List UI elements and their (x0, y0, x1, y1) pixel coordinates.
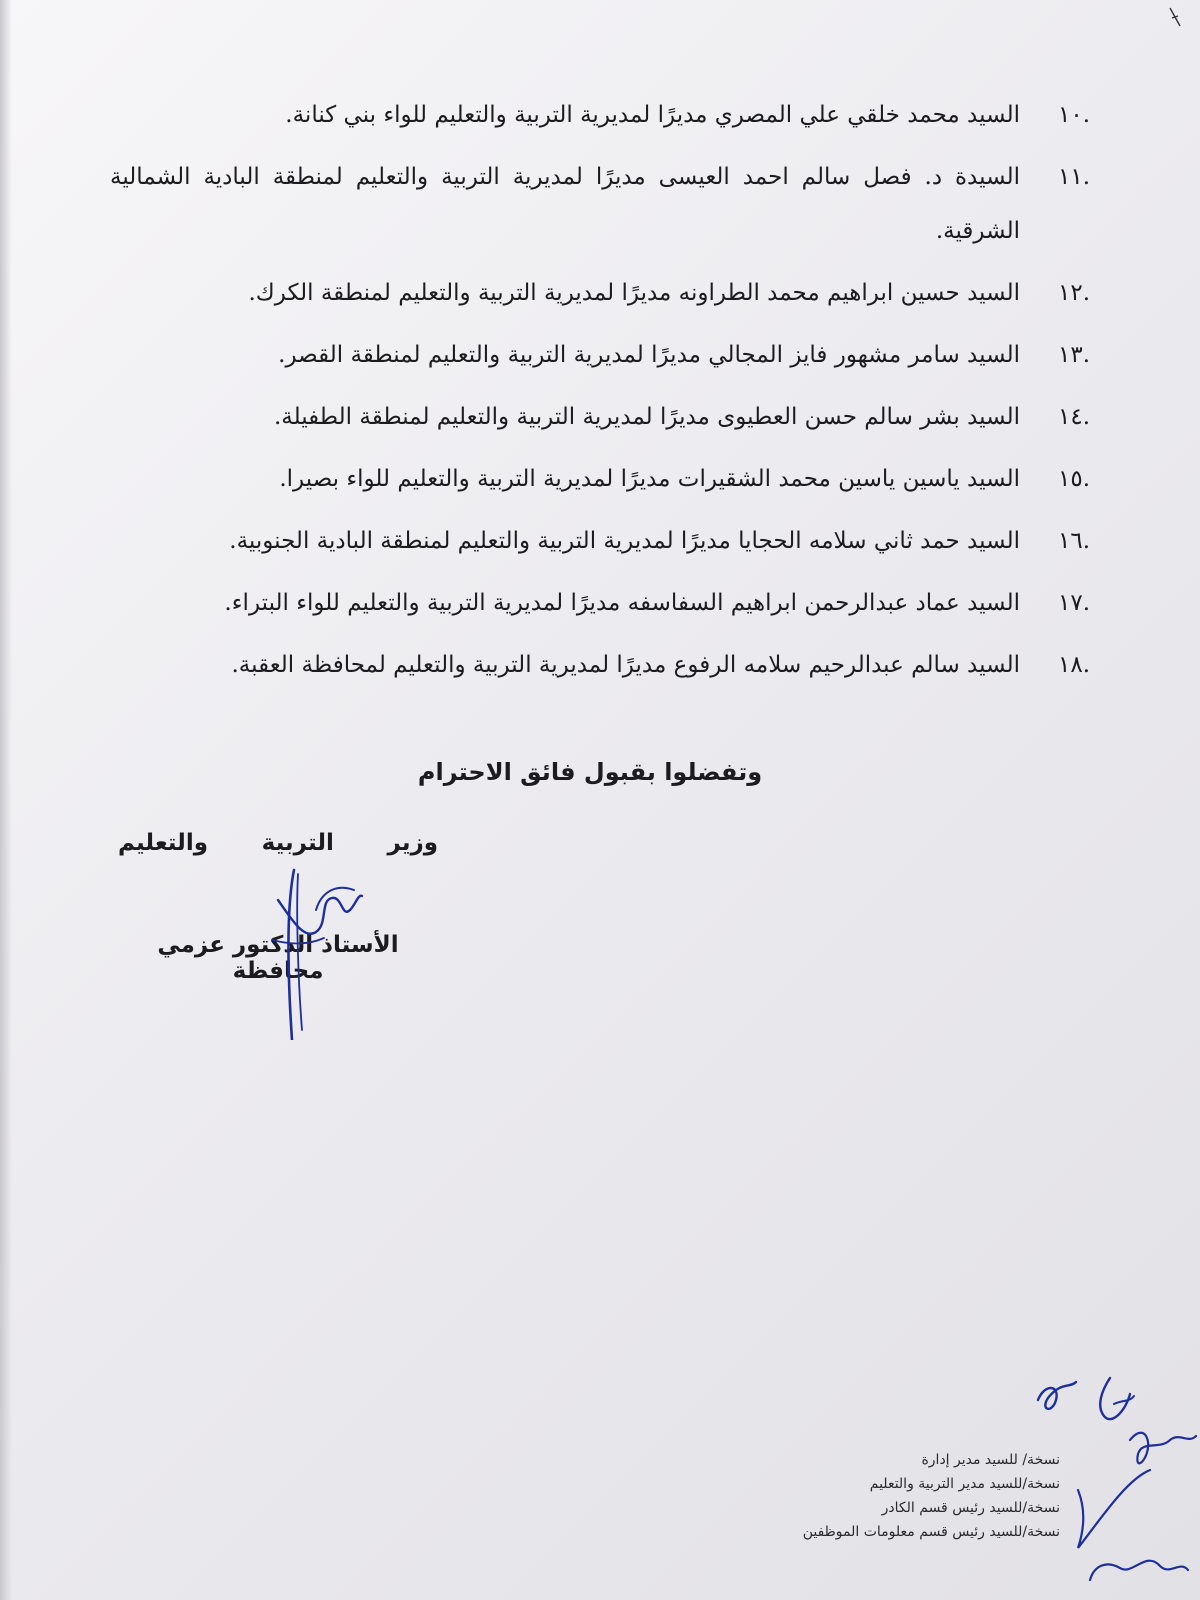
cc-line: نسخة/للسيد رئيس قسم معلومات الموظفين (802, 1524, 1060, 1540)
cc-line: نسخة/للسيد مدير التربية والتعليم (869, 1476, 1060, 1492)
copies-list (803, 1448, 1060, 1544)
list-item (110, 452, 1090, 506)
corner-mark-icon (1168, 6, 1182, 28)
signature-block (118, 820, 448, 1040)
cc-line: نسخة/ للسيد مدير إدارة (921, 1452, 1060, 1468)
item-text: السيد سامر مشهور فايز المجالي مديرًا لمديرية التربية والتعليم لمنطقة القصر. (278, 342, 1020, 368)
item-text: السيد بشر سالم حسن العطيوى مديرًا لمديرية التربية والتعليم لمنطقة الطفيلة. (273, 404, 1020, 430)
item-number: .١٥ (1057, 466, 1090, 492)
list-item (110, 514, 1090, 568)
list-item (110, 88, 1090, 142)
item-text: السيد محمد خلقي علي المصري مديرًا لمديرية التربية والتعليم للواء بني كنانة. (285, 102, 1020, 128)
cc-line: نسخة/للسيد رئيس قسم الكادر (881, 1500, 1060, 1516)
item-text: السيد حسين ابراهيم محمد الطراونه مديرًا لمديرية التربية والتعليم لمنطقة الكرك. (248, 280, 1020, 306)
item-text: السيدة د. فصل سالم احمد العيسى مديرًا لمديرية التربية والتعليم لمنطقة البادية الشمالية الشرقية. (110, 164, 1020, 244)
minister-title: وزير التربية والتعليم (118, 830, 438, 856)
item-text: السيد ياسين ياسين محمد الشقيرات مديرًا لمديرية التربية والتعليم للواء بصيرا. (279, 466, 1020, 492)
list-item (110, 390, 1090, 444)
item-number: .١٤ (1057, 404, 1090, 430)
item-number: .١٠ (1057, 102, 1090, 128)
item-number: .١٨ (1057, 652, 1090, 678)
list-item (110, 638, 1090, 692)
item-number: .١٧ (1057, 590, 1090, 616)
list-item (110, 328, 1090, 382)
list-item (110, 150, 1090, 258)
item-number: .١١ (1057, 164, 1090, 190)
item-number: .١٦ (1057, 528, 1090, 554)
appointments-list (110, 88, 1090, 700)
item-text: السيد عماد عبدالرحمن ابراهيم السفاسفه مديرًا لمديرية التربية والتعليم للواء البتراء. (224, 590, 1020, 616)
item-text: السيد سالم عبدالرحيم سلامه الرفوع مديرًا لمديرية التربية والتعليم لمحافظة العقبة. (231, 652, 1020, 678)
item-number: .١٢ (1057, 280, 1090, 306)
list-item (110, 266, 1090, 320)
minister-name: الأستاذ الدكتور عزمي محافظة (157, 932, 399, 984)
closing-line: وتفضلوا بقبول فائق الاحترام (417, 758, 763, 786)
item-number: .١٣ (1057, 342, 1090, 368)
list-item (110, 576, 1090, 630)
item-text: السيد حمد ثاني سلامه الحجايا مديرًا لمديرية التربية والتعليم لمنطقة البادية الجنوبية. (229, 528, 1020, 554)
page-edge-shadow (0, 0, 12, 1600)
